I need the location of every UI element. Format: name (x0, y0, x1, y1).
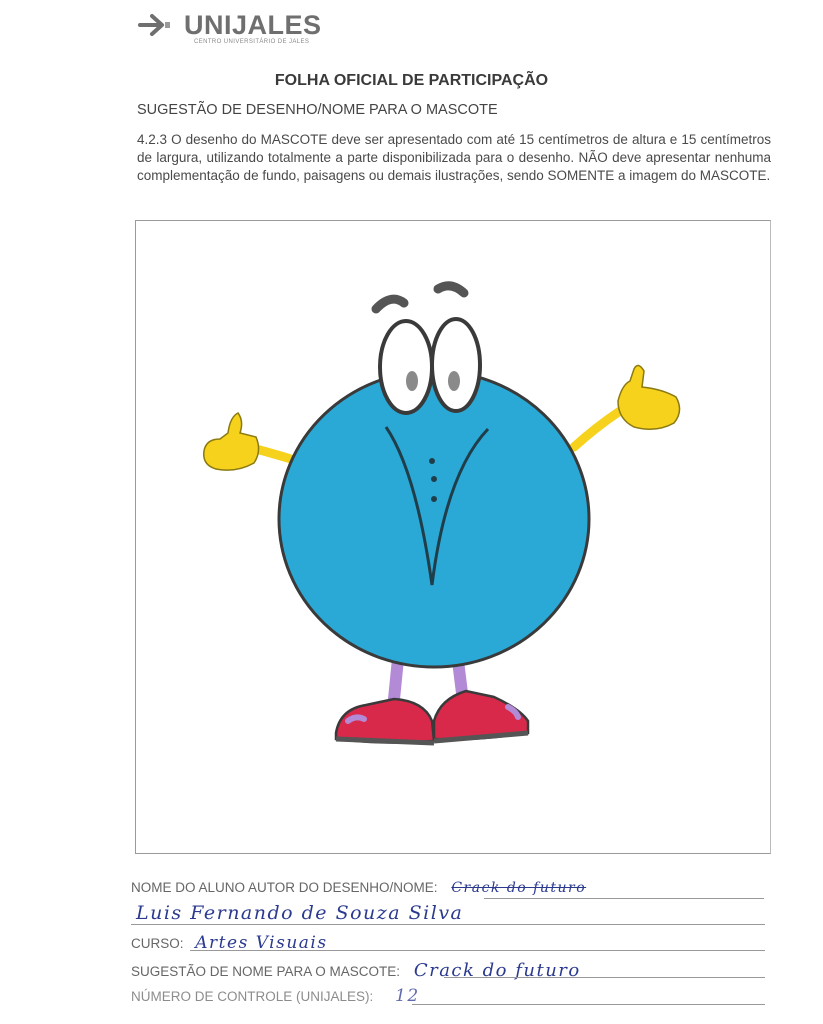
suggestion-label: SUGESTÃO DE NOME PARA O MASCOTE: (131, 964, 401, 979)
course-rule (190, 950, 765, 951)
logo-subtitle: CENTRO UNIVERSITÁRIO DE JALES (194, 39, 310, 45)
unijales-logo (138, 8, 338, 48)
suggestion-value: Crack do futuro (413, 960, 581, 981)
drawing-area (135, 220, 771, 854)
arrow-right-icon (138, 12, 172, 38)
author-rule (484, 898, 764, 899)
author-name-rule (131, 924, 765, 925)
mascot-drawing (136, 221, 770, 853)
control-rule (412, 1004, 765, 1005)
control-field (131, 986, 420, 1006)
course-label: CURSO: (131, 936, 184, 951)
page-subtitle: SUGESTÃO DE DESENHO/NOME PARA O MASCOTE (137, 102, 498, 118)
instructions-paragraph: 4.2.3 O desenho do MASCOTE deve ser apresentado com até 15 centímetros de altura e 15 centímetros de largura, utilizando totalmente a parte disponibilizada para o desenho. NÃO deve apresentar nenhuma complementação de fundo, paisagens ou demais ilustrações, sendo SOMENTE a imagem do MASCOTE. (137, 132, 771, 183)
author-field (131, 880, 586, 896)
author-struck-value: Crack do futuro (451, 880, 587, 896)
control-label: NÚMERO DE CONTROLE (UNIJALES): (131, 989, 374, 1004)
page-title: FOLHA OFICIAL DE PARTICIPAÇÃO (274, 72, 549, 89)
course-value: Artes Visuais (195, 933, 328, 953)
control-value: 12 (395, 986, 420, 1006)
suggestion-rule (444, 977, 765, 978)
author-name-value: Luis Fernando de Souza Silva (136, 902, 464, 924)
author-label: NOME DO ALUNO AUTOR DO DESENHO/NOME: (131, 880, 438, 895)
logo-name: UNIJALES (184, 10, 322, 40)
